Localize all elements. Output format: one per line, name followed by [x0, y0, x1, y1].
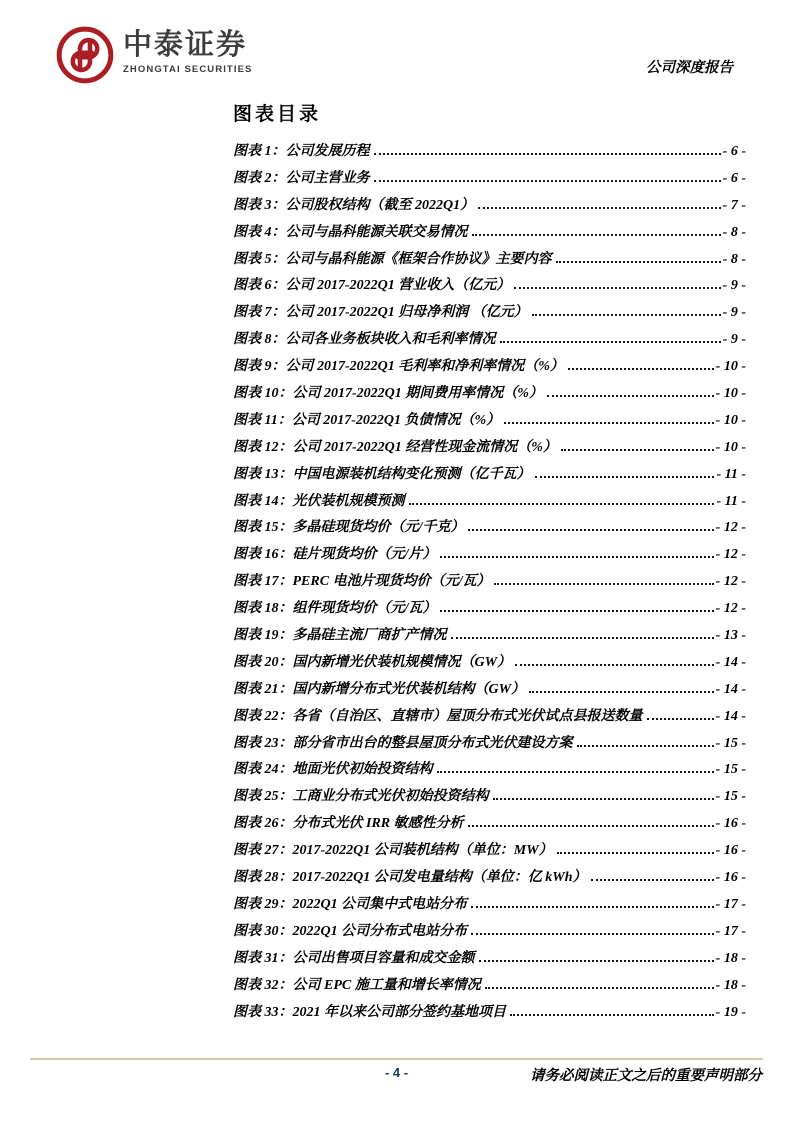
toc-list: [233, 140, 746, 1027]
toc-entry-page: - 6 -: [722, 144, 746, 159]
dot-leader: [577, 745, 714, 747]
toc-entry[interactable]: [233, 543, 746, 570]
dot-leader: [514, 287, 720, 289]
toc-entry-page: - 16 -: [715, 816, 746, 832]
toc-entry-page: - 14 -: [715, 654, 746, 670]
toc-entry-label: 图表 30：2022Q1 公司分布式电站分布: [233, 923, 468, 939]
toc-entry-label: 图表 25：工商业分布式光伏初始投资结构: [233, 789, 489, 805]
toc-entry-label: 图表 22：各省（自治区、直辖市）屋顶分布式光伏试点县报送数量: [233, 708, 643, 724]
toc-entry[interactable]: [233, 866, 746, 893]
toc-entry-label: 图表 24：地面光伏初始投资结构: [233, 762, 433, 778]
dot-leader: [493, 798, 714, 800]
toc-entry[interactable]: [233, 301, 746, 328]
toc-entry[interactable]: [233, 328, 746, 355]
dot-leader: [440, 610, 713, 612]
toc-entry[interactable]: [233, 409, 746, 436]
toc-entry[interactable]: [233, 248, 746, 275]
toc-entry-page: - 8 -: [722, 224, 746, 240]
toc-entry-label: 图表 6：公司 2017-2022Q1 营业收入（亿元）: [233, 278, 511, 294]
dot-leader: [561, 449, 714, 451]
toc-entry[interactable]: [233, 624, 746, 651]
dot-leader: [504, 422, 714, 424]
toc-entry-page: - 9 -: [722, 278, 746, 294]
footer-page-number: - 4 -: [384, 1065, 409, 1080]
toc-entry[interactable]: [233, 597, 746, 624]
toc-entry[interactable]: [233, 516, 746, 543]
toc-entry-page: - 12 -: [715, 601, 746, 617]
figure-toc: [233, 103, 746, 1027]
brand-name-cn: 中泰证券: [123, 29, 248, 61]
toc-entry-page: - 13 -: [715, 628, 746, 644]
toc-entry[interactable]: [233, 570, 746, 597]
toc-entry-label: 图表 33：2021 年以来公司部分签约基地项目: [233, 1004, 506, 1020]
toc-entry-label: 图表 17：PERC 电池片现货均价（元/瓦）: [233, 574, 491, 590]
dot-leader: [437, 771, 714, 773]
dot-leader: [485, 987, 714, 989]
toc-entry-label: 图表 1：公司发展历程: [233, 144, 370, 159]
dot-leader: [478, 207, 721, 209]
toc-entry[interactable]: [233, 382, 746, 409]
toc-entry[interactable]: [233, 839, 746, 866]
dot-leader: [409, 503, 715, 505]
dot-leader: [451, 637, 714, 639]
dot-leader: [471, 933, 714, 935]
report-type-label: 公司深度报告: [646, 60, 733, 76]
toc-entry-page: - 11 -: [716, 493, 746, 509]
footer-disclaimer: 请务必阅读正文之后的重要声明部分: [530, 1068, 762, 1084]
dot-leader: [647, 718, 714, 720]
dot-leader: [471, 906, 714, 908]
dot-leader: [494, 583, 713, 585]
dot-leader: [374, 153, 721, 155]
toc-entry-page: - 9 -: [722, 332, 746, 348]
toc-entry-label: 图表 9：公司 2017-2022Q1 毛利率和净利率情况（%）: [233, 359, 564, 375]
toc-entry-page: - 10 -: [715, 359, 746, 375]
toc-entry-label: 图表 28：2017-2022Q1 公司发电量结构（单位：亿 kWh）: [233, 870, 587, 886]
dot-leader: [557, 852, 714, 854]
toc-entry[interactable]: [233, 1001, 746, 1028]
toc-entry-label: 图表 21：国内新增分布式光伏装机结构（GW）: [233, 681, 526, 697]
zhongtai-logo-icon: [56, 26, 114, 84]
dot-leader: [535, 476, 715, 478]
toc-entry-page: - 14 -: [715, 708, 746, 724]
toc-entry-label: 图表 27：2017-2022Q1 公司装机结构（单位：MW）: [233, 843, 553, 859]
dot-leader: [547, 395, 714, 397]
toc-entry-label: 图表 16：硅片现货均价（元/片）: [233, 547, 437, 563]
toc-entry-page: - 16 -: [715, 870, 746, 886]
dot-leader: [468, 825, 714, 827]
toc-entry-page: - 12 -: [715, 574, 746, 590]
toc-entry-page: - 7 -: [722, 197, 746, 213]
toc-title: 图表目录: [233, 104, 322, 125]
dot-leader: [440, 556, 713, 558]
toc-entry[interactable]: [233, 490, 746, 517]
toc-entry[interactable]: [233, 893, 746, 920]
toc-entry-page: - 10 -: [715, 386, 746, 402]
toc-entry-label: 图表 5：公司与晶科能源《框架合作协议》主要内容: [233, 251, 552, 267]
footer-divider: [30, 1058, 763, 1060]
toc-entry[interactable]: [233, 812, 746, 839]
dot-leader: [510, 1014, 714, 1016]
dot-leader: [532, 314, 721, 316]
toc-entry-page: - 15 -: [715, 789, 746, 805]
toc-entry[interactable]: [233, 947, 746, 974]
toc-entry-label: 图表 29：2022Q1 公司集中式电站分布: [233, 896, 468, 912]
toc-entry-page: - 18 -: [715, 977, 746, 993]
toc-entry-page: - 10 -: [715, 412, 746, 428]
toc-entry-page: - 12 -: [715, 547, 746, 563]
dot-leader: [568, 368, 714, 370]
toc-entry[interactable]: [233, 732, 746, 759]
dot-leader: [468, 529, 713, 531]
dot-leader: [591, 879, 714, 881]
toc-entry-label: 图表 23：部分省市出台的整县屋顶分布式光伏建设方案: [233, 735, 573, 751]
dot-leader: [529, 691, 714, 693]
toc-entry-label: 图表 4：公司与晶科能源关联交易情况: [233, 224, 468, 240]
toc-entry-label: 图表 20：国内新增光伏装机规模情况（GW）: [233, 654, 512, 670]
toc-entry[interactable]: [233, 678, 746, 705]
toc-entry[interactable]: [233, 705, 746, 732]
toc-entry-label: 图表 7：公司 2017-2022Q1 归母净利润 （亿元）: [233, 305, 528, 321]
toc-entry-page: - 9 -: [722, 305, 746, 321]
toc-entry-label: 图表 14：光伏装机规模预测: [233, 493, 405, 509]
toc-entry[interactable]: [233, 785, 746, 812]
toc-entry-label: 图表 2：公司主营业务: [233, 170, 370, 186]
toc-entry-label: 图表 13：中国电源装机结构变化预测（亿千瓦）: [233, 466, 531, 482]
toc-entry[interactable]: [233, 274, 746, 301]
toc-entry-page: - 16 -: [715, 843, 746, 859]
toc-entry-label: 图表 3：公司股权结构（截至 2022Q1）: [233, 197, 475, 213]
dot-leader: [374, 180, 721, 182]
dot-leader: [515, 664, 714, 666]
toc-entry[interactable]: [233, 920, 746, 947]
zhongtai-brand: [56, 26, 252, 84]
toc-entry[interactable]: [233, 355, 746, 382]
toc-entry[interactable]: [233, 436, 746, 463]
toc-entry-label: 图表 15：多晶硅现货均价（元/千克）: [233, 520, 465, 536]
toc-entry-page: - 18 -: [715, 950, 746, 966]
toc-entry[interactable]: [233, 194, 746, 221]
toc-entry-label: 图表 31：公司出售项目容量和成交金额: [233, 950, 475, 966]
toc-entry[interactable]: [233, 974, 746, 1001]
toc-entry-label: 图表 12：公司 2017-2022Q1 经营性现金流情况（%）: [233, 439, 557, 455]
toc-entry-label: 图表 18：组件现货均价（元/瓦）: [233, 601, 437, 617]
toc-entry-page: - 11 -: [716, 466, 746, 482]
toc-entry-label: 图表 32：公司 EPC 施工量和增长率情况: [233, 977, 481, 993]
toc-entry[interactable]: [233, 167, 746, 194]
brand-name-en: ZHONGTAI SECURITIES: [123, 64, 253, 75]
toc-entry-page: - 14 -: [715, 681, 746, 697]
toc-entry-page: - 17 -: [715, 896, 746, 912]
toc-entry-page: - 19 -: [715, 1004, 746, 1020]
toc-entry-page: - 10 -: [715, 439, 746, 455]
toc-entry[interactable]: [233, 463, 746, 490]
toc-entry[interactable]: [233, 140, 746, 167]
toc-entry-label: 图表 26：分布式光伏 IRR 敏感性分析: [233, 816, 464, 832]
toc-entry-page: - 8 -: [722, 251, 746, 267]
toc-entry-page: - 12 -: [715, 520, 746, 536]
toc-entry[interactable]: [233, 221, 746, 248]
toc-entry-page: - 15 -: [715, 762, 746, 778]
toc-entry-page: - 6 -: [722, 170, 746, 186]
toc-entry-label: 图表 11：公司 2017-2022Q1 负债情况（%）: [233, 412, 501, 428]
dot-leader: [556, 261, 721, 263]
brand-text: [123, 26, 252, 75]
dot-leader: [472, 234, 721, 236]
toc-entry-page: - 17 -: [715, 923, 746, 939]
toc-entry-label: 图表 19：多晶硅主流厂商扩产情况: [233, 628, 447, 644]
toc-entry-label: 图表 8：公司各业务板块收入和毛利率情况: [233, 332, 496, 348]
toc-entry[interactable]: [233, 758, 746, 785]
toc-entry-page: - 15 -: [715, 735, 746, 751]
toc-entry-label: 图表 10：公司 2017-2022Q1 期间费用率情况（%）: [233, 386, 543, 402]
toc-entry[interactable]: [233, 651, 746, 678]
dot-leader: [500, 341, 721, 343]
dot-leader: [479, 960, 714, 962]
